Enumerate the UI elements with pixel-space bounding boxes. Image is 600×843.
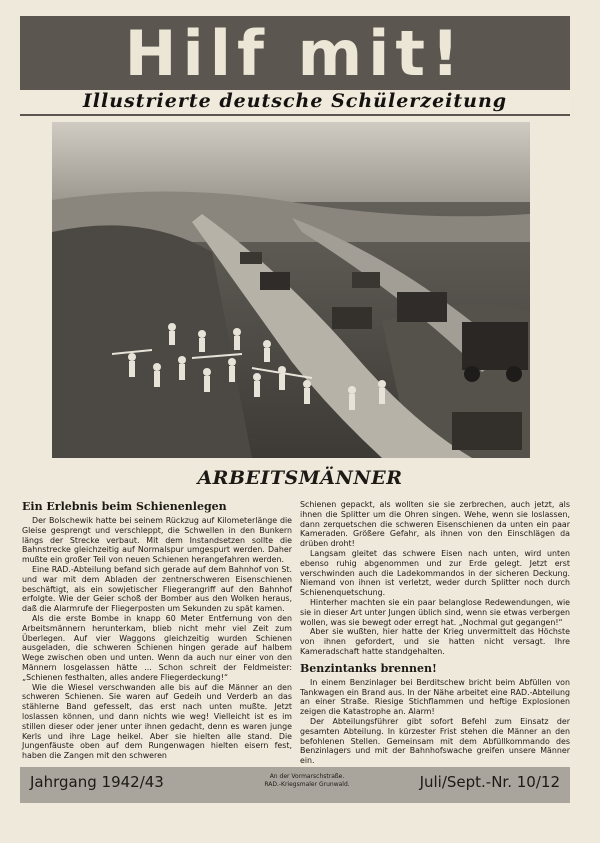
section-heading: Ein Erlebnis beim Schienenlegen (22, 500, 227, 513)
war-painting-image (52, 122, 530, 458)
article-headline: ARBEITSMÄNNER (197, 467, 403, 489)
caption-line: RAD.-Kriegsmaler Grunwald. (264, 781, 350, 788)
paragraph: Der Bolschewik hatte bei seinem Rückzug auf Kilometerlänge die Gleise gesprengt und verschleppt, die Schwellen in den Bunkern längs der Strecke verbaut. Mit dem Instandsetzen sollte die Bahnstrecke gleichzeitig auf Normalspur umgespurt werden. Daher mußte ein großer Teil von neuen Schienen herangefahren werden. (22, 516, 292, 565)
paragraph: Der Abteilungsführer gibt sofort Befehl zum Einsatz der gesamten Abteilung. In kürzester Frist stehen die Männer an den befohlenen Stellen. Gemeinsam mit dem Abfüllkommando des Benzinlagers und mit der Bahnhofswache greifen unsere Männer ein. (300, 716, 570, 766)
footer-band (20, 767, 570, 803)
article-column-left (22, 500, 292, 761)
caption-line: An der Vormarschstraße. (269, 773, 345, 780)
volume-label: Jahrgang 1942/43 (30, 773, 164, 791)
article-column-right (300, 500, 570, 766)
paragraph: Eine RAD.-Abteilung befand sich gerade auf dem Bahnhof von St. und war mit dem Abladen der zentnerschweren Eisenschienen beschäftigt, als ein sowjetischer Fliegerangriff auf den Bahnhof erfolgte. Wie der Geier schoß der Bomber aus den Wolken heraus, daß die Alarmrufe der Fliegerposten um Sekunden zu spät kamen. (22, 564, 292, 614)
paragraph: Langsam gleitet das schwere Eisen nach unten, wird unten ebenso ruhig abgenommen und zur Erde gelegt. Jetzt erst verschwinden auch die Ladekommandos in der sicheren Deckung. Niemand von ihnen ist verletzt, weder durch Splitter noch durch Schienenquetschung. (300, 548, 570, 598)
masthead (20, 16, 570, 116)
cover-illustration (52, 122, 530, 458)
paragraph: In einem Benzinlager bei Berditschew bricht beim Abfüllen von Tankwagen ein Brand aus. In der Nähe arbeitet eine RAD.-Abteilung an einer Straße. Riesige Stichflammen und heftige Explosionen zeigen die Katastrophe an. Alarm! (300, 677, 570, 717)
paragraph: Hinterher machten sie ein paar belanglose Redewendungen, wie sie in dieser Art unter Jungen üblich sind, wenn sie etwas verbergen wollen, was sie bewegt oder erregt hat. „Nochmal gut gegangen!“ (300, 597, 570, 627)
paragraph: Aber sie wußten, hier hatte der Krieg unvermittelt das Höchste von ihnen gefordert, und sie hatten nicht versagt. Ihre Kameradschaft hatte standgehalten. (300, 627, 570, 656)
section-heading: Benzintanks brennen! (300, 661, 437, 675)
masthead-title: Hilf mit! (124, 17, 466, 90)
paragraph: Als die erste Bombe in knapp 60 Meter Entfernung von den Arbeitsmännern herunterkam, blieb nicht mehr viel Zeit zum Überlegen. Auf vier Waggons gleichzeitig wurden Schienen ausgeladen, die schweren Schienen hingen gerade auf halbem Wege zwischen oben und unten. Wenn da auch nur einer von den Männern losgelassen hätte ... Schon schreit der Feldmeister: „Schienen festhalten, alles andere Fliegerdeckung!“ (22, 613, 292, 682)
paragraph: Schienen gepackt, als wollten sie sie zerbrechen, auch jetzt, als ihnen die Splitter um die Ohren singen. Wehe, wenn sie loslassen, dann zerquetschen die schweren Eisenschienen da unten ein paar Kameraden. Größere Gefahr, als ihnen von den Einschlägen da drüben droht! (300, 500, 570, 549)
masthead-subtitle: Illustrierte deutsche Schülerzeitung (20, 90, 570, 114)
illustration-caption (252, 773, 362, 789)
paragraph: Wie die Wiesel verschwanden alle bis auf die Männer an den schweren Schienen. Sie waren auf Gedeih und Verderb an das stählerne Band gefesselt, das erst nach unten mußte. Jetzt loslassen können, und dann nichts wie weg! Vielleicht ist es im stillen dieser oder jener unter ihnen gedacht, denn es waren junge Kerls und ihre Lage heikel. Aber sie hielten alle stand. Die Jungenfäuste oben auf dem Rungenwagen hielten eisern fest, haben die Zangen mit den schweren (22, 682, 292, 761)
issue-number: Juli/Sept.-Nr. 10/12 (419, 773, 560, 791)
